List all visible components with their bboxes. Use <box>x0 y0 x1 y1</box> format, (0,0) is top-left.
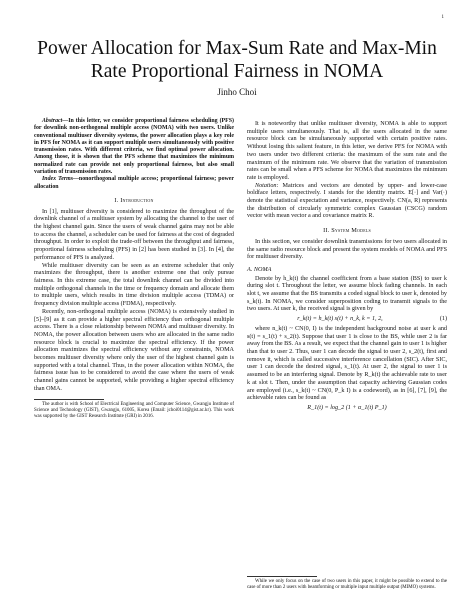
intro-paragraph-4: It is noteworthy that unlike multiuser diversity, NOMA is able to support multiple users simultaneously. That is, all the users allocated in the same resource block can be simultaneously supported with certain positive rates. Without losing this salient feature, in this letter, we derive PFS for NOMA with two users under two different criteria: the maximum of the sum rate and the maximum of the minimum rate. We observe that the variation of transmission rates can be small when a PFS scheme for NOMA that maximizes the minimum rate is employed. <box>247 121 447 181</box>
two-user-footnote: While we only focus on the case of two users in this paper, it might be possible to extend to the case of more than 2 users with beamforming or multiple input multiple output (MIMO) systems. <box>247 579 447 590</box>
abstract <box>34 118 234 176</box>
equation-2-body: R_1(t) = log_2 (1 + α_1(t) P_1) <box>307 404 387 411</box>
right-footnote-block <box>247 576 447 591</box>
section-heading-system-models: II. System Models <box>323 227 371 235</box>
notation-lead: Notation: <box>255 182 279 189</box>
index-terms <box>34 176 234 191</box>
noma-paragraph-1: Denote by h_k(t) the channel coefficient from a base station (BS) to user k during slot t. Throughout the letter, we assume block fading channels. In each slot t, we assume that the BS transmits a coded signal block to user k, denoted by s_k(t). In NOMA, we consider superposition coding to transmit signals to the two users. At user k, the received signal is given by <box>247 275 447 313</box>
author-footnote: The author is with School of Electrical Engineering and Computer Science, Gwangju Institute of Science and Technology (GIST), Gwangju, 61005, Korea (Email: jchoi0114@gist.ac.kr). This work was supported by the GIST Research Institute (GRI) in 2016. <box>34 401 234 419</box>
equation-1-number: (1) <box>439 316 447 323</box>
right-column <box>247 121 447 415</box>
right-footnote-divider <box>247 576 317 577</box>
section-heading-introduction: I. Introduction <box>114 196 154 204</box>
intro-paragraph-3: Recently, non-orthogonal multiple access (NOMA) is extensively studied in [5]–[9] as it can provide a higher spectral efficiency than orthogonal multiple access. There is a close relationship between NOMA and multiuser diversity. In NOMA, the power allocation between users who are allocated in the same radio resource block is crucial to maximize the spectral efficiency. If the power allocation maximizes the spectral efficiency without any constraints, NOMA becomes multiuser diversity where only the user of the highest channel gain is supported with a total channel. Thus, in the power allocation within NOMA, the fairness issue has to be considered to avoid the case where the users of weak channel gains cannot be supported, while providing a higher spectral efficiency than OMA. <box>34 308 234 392</box>
equation-2 <box>247 405 447 413</box>
footnote-divider <box>34 399 104 400</box>
author-name: Jinho Choi <box>217 87 257 97</box>
paper-title: Power Allocation for Max-Sum Rate and Max-Min Rate Proportional Fairness in NOMA <box>37 38 437 82</box>
intro-paragraph-1: In [1], multiuser diversity is considered to maximize the throughput of the downlink channel of a multiuser system by allocating the channel to the user of the highest channel gain. Since the users of weak channel gains may not be able to access the channel, a scheduler can be used for fairness at the cost of degraded throughput. In order to exploit the trade-off between the throughput and fairness, proportional fairness scheduling (PFS) in [2] has been studied in [3]. In [4], the performance of PFS is analyzed. <box>34 208 234 261</box>
intro-paragraph-2: While multiuser diversity can be seen as an extreme scheduler that only maximizes the throughput, there is another extreme one that only pursue fairness. In this extreme case, the total downlink channel can be divided into multiple orthogonal channels in the time or frequency domain and allocate them to multiple users, which results in time division multiple access (TDMA) or frequency division multiple access (FDMA), respectively. <box>34 262 234 308</box>
system-paragraph-1: In this section, we consider downlink transmissions for two users allocated in the same radio resource block and present the system models of NOMA and PFS for multiuser diversity. <box>247 238 447 261</box>
index-terms-lead: Index Terms <box>42 176 74 183</box>
notation-text: Matrices and vectors are denoted by upper- and lower-case boldface letters, respectively. I stands for the identity matrix. E[·] and Var(·) denote the statistical expectation and variance, respectively. CN(a, R) represents the distribution of circularly symmetric complex Gaussian (CSCG) random vector with mean vector a and covariance matrix R. <box>247 182 447 220</box>
notation-paragraph <box>247 183 447 222</box>
equation-1 <box>247 316 447 324</box>
left-column <box>34 118 234 420</box>
equation-1-body: r_k(t) = h_k(t) s(t) + n_k, k = 1, 2, <box>297 316 383 323</box>
abstract-lead: Abstract <box>42 118 63 124</box>
noma-paragraph-2: where n_k(t) ~ CN(0, I) is the independent background noise at user k and s(t) = s_1(t) + s_2(t). Suppose that user 1 is close to the BS, while user 2 is far away from the BS. As a result, we expect that the channel gain to user 1 is higher than that to user 2. Thus, user 1 can decode the signal to user 2, s_2(t), first and remove it, which is called successive interference cancellation (SIC). After SIC, user 1 can decode the desired signal, s_1(t). At user 2, the signal to user 1 is assumed to be an interfering signal. Denote by R_k(t) the achievable rate to user k at slot t. Then, under the assumption that capacity achieving Gaussian codes are employed (i.e., s_k(t) ~ CN(0, P_k I) is a codeword), as in [6], [7], [9], the achievable rates can be found as <box>247 325 447 402</box>
page-number: 1 <box>441 15 444 20</box>
abstract-text: —In this letter, we consider proportional fairness scheduling (PFS) for downlink non-orthogonal multiple access (NOMA) with two users. Unlike conventional multiuser diversity systems, the power allocation plays a key role in PFS for NOMA as it can support multiple users simultaneously with positive transmission rates. With different criteria, we find optimal power allocation. Among those, it is shown that the PFS scheme that maximizes the minimum normalized rate can provide not only proportional fairness, but also small variation of transmission rates. <box>34 118 234 176</box>
index-terms-text: —nonorthogonal multiple access; proportional fairness; power allocation <box>34 176 234 190</box>
subsection-heading-noma: A. NOMA <box>247 265 272 273</box>
